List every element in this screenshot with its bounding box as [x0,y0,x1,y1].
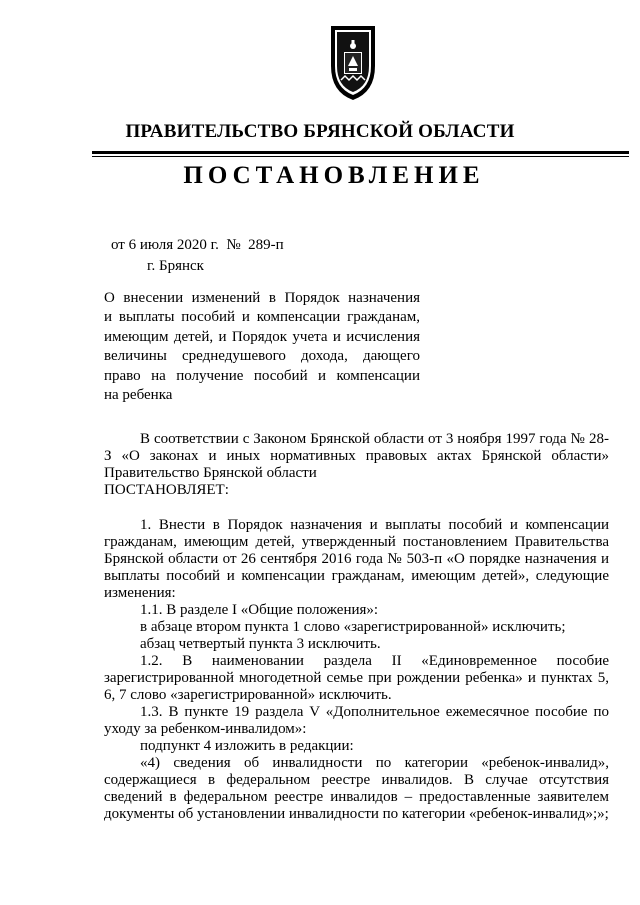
paragraph-text: абзац четвертый пункта 3 исключить. [140,636,381,652]
subject-line: и выплаты пособий и компенсации гражданам, [104,309,420,326]
decree-body [104,517,609,823]
resolves-word: ПОСТАНОВЛЯЕТ: [104,482,229,498]
subject-line: право на получение пособий и компенсации [104,367,420,384]
paragraph-subitem-4: «4) сведения об инвалидности по категории «ребенок-инвалид», содержащиеся в федеральном реестре инвалидов. В случае отсутствия сведений в федеральном реестре инвалидов – предоставленные заявителем документы об установлении инвалидности по категории «ребенок-инвалид»;»; [104,755,609,822]
paragraph-item-1-2: 1.2. В наименовании раздела II «Единовременное пособие зарегистрированной многодетной семье при рождении ребенка» и пунктах 5, 6, 7 слово «зарегистрированной» исключить. [104,653,609,703]
government-title: ПРАВИТЕЛЬСТВО БРЯНСКОЙ ОБЛАСТИ [125,121,515,142]
header-divider-thick [92,151,629,154]
document-type-title: ПОСТАНОВЛЕНИЕ [183,162,485,189]
paragraph-item-1-1: 1.1. В разделе I «Общие положения»: [140,602,379,618]
paragraph-text: в абзаце втором пункта 1 слово «зарегистрированной» исключить; [140,619,566,635]
preamble-text: В соответствии с Законом Брянской области от 3 ноября 1997 года № 28-З «О законах и иных нормативных правовых актах Брянской области» Правительство Брянской области [104,431,609,481]
subject-line: величины среднедушевого дохода, дающего [104,348,420,365]
header-divider-thin [92,156,629,157]
decree-city: г. Брянск [147,258,204,274]
bryansk-coat-of-arms-icon [327,22,379,102]
paragraph-item-1-3: 1.3. В пункте 19 раздела V «Дополнительное ежемесячное пособие по уходу за ребенком-инвалидом»: [104,704,609,737]
paragraph-item-1: 1. Внести в Порядок назначения и выплаты пособий и компенсации гражданам, имеющим детей, утвержденный постановлением Правительства Брянской области от 26 сентября 2016 года № 503-п «О порядке назначения и выплаты пособий и компенсации гражданам, имеющим детей», следующие изменения: [104,517,609,601]
decree-date-number: от 6 июля 2020 г. № 289-п [111,237,284,253]
decree-subject [104,289,420,405]
preamble-block [104,431,609,499]
paragraph-text: подпункт 4 изложить в редакции: [140,738,354,754]
subject-line: имеющим детей, и Порядок учета и исчисления [104,328,420,345]
subject-line: О внесении изменений в Порядок назначения [104,290,420,306]
subject-line: на ребенка [104,387,173,404]
